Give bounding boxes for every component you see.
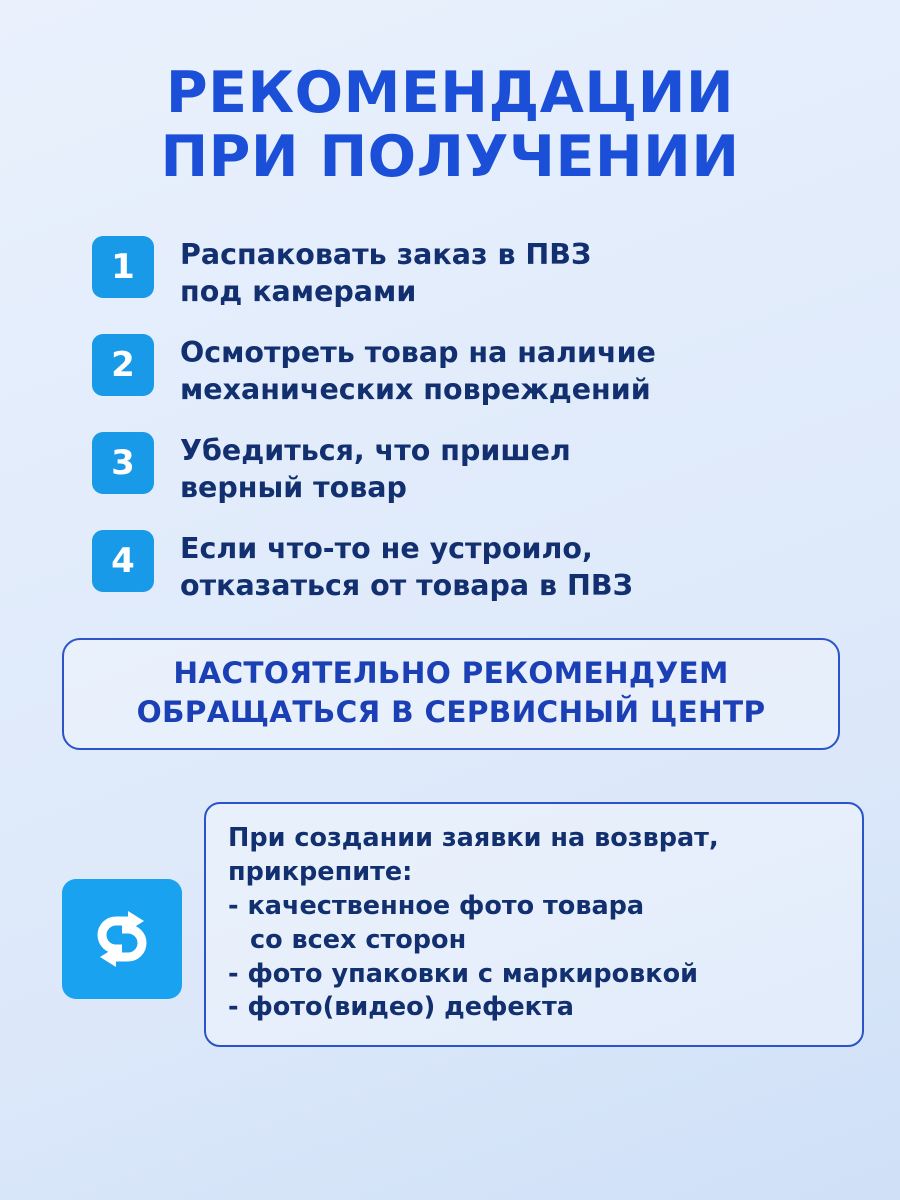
page-title-line-1: РЕКОМЕНДАЦИИ	[165, 60, 735, 126]
step-number-badge: 4	[92, 530, 154, 592]
step-number-badge: 3	[92, 432, 154, 494]
step-text	[180, 528, 633, 604]
step-text-line-2: механических повреждений	[180, 372, 651, 406]
recycle-icon	[62, 879, 182, 999]
step-text-line-2: под камерами	[180, 274, 417, 308]
step-text-line-1: Если что-то не устроило,	[180, 531, 593, 565]
note-line-1: При создании заявки на возврат,	[228, 822, 719, 853]
service-center-banner	[62, 638, 840, 750]
step-text-line-1: Убедиться, что пришел	[180, 433, 571, 467]
banner-line-1: НАСТОЯТЕЛЬНО РЕКОМЕНДУЕМ	[173, 656, 729, 691]
banner-line-2: ОБРАЩАТЬСЯ В СЕРВИСНЫЙ ЦЕНТР	[136, 694, 766, 729]
note-line-4: со всех сторон	[250, 924, 467, 955]
list-item	[92, 430, 860, 506]
page-title	[0, 0, 900, 190]
note-line-3: - качественное фото товара	[228, 890, 645, 921]
step-text	[180, 332, 656, 408]
note-line-2: прикрепите:	[228, 856, 413, 887]
step-text-line-2: отказаться от товара в ПВЗ	[180, 568, 633, 602]
step-number-badge: 1	[92, 236, 154, 298]
return-note-block	[0, 802, 900, 1047]
steps-list	[0, 234, 900, 604]
list-item	[92, 234, 860, 310]
step-text-line-1: Осмотреть товар на наличие	[180, 335, 656, 369]
note-line-6: - фото(видео) дефекта	[228, 992, 574, 1023]
step-number-badge: 2	[92, 334, 154, 396]
step-text	[180, 234, 591, 310]
note-line-5: - фото упаковки с маркировкой	[228, 958, 698, 989]
step-text	[180, 430, 571, 506]
step-text-line-2: верный товар	[180, 470, 407, 504]
step-text-line-1: Распаковать заказ в ПВЗ	[180, 237, 592, 271]
page-title-line-2: ПРИ ПОЛУЧЕНИИ	[160, 123, 740, 190]
list-item	[92, 528, 860, 604]
list-item	[92, 332, 860, 408]
return-instructions	[204, 802, 864, 1047]
